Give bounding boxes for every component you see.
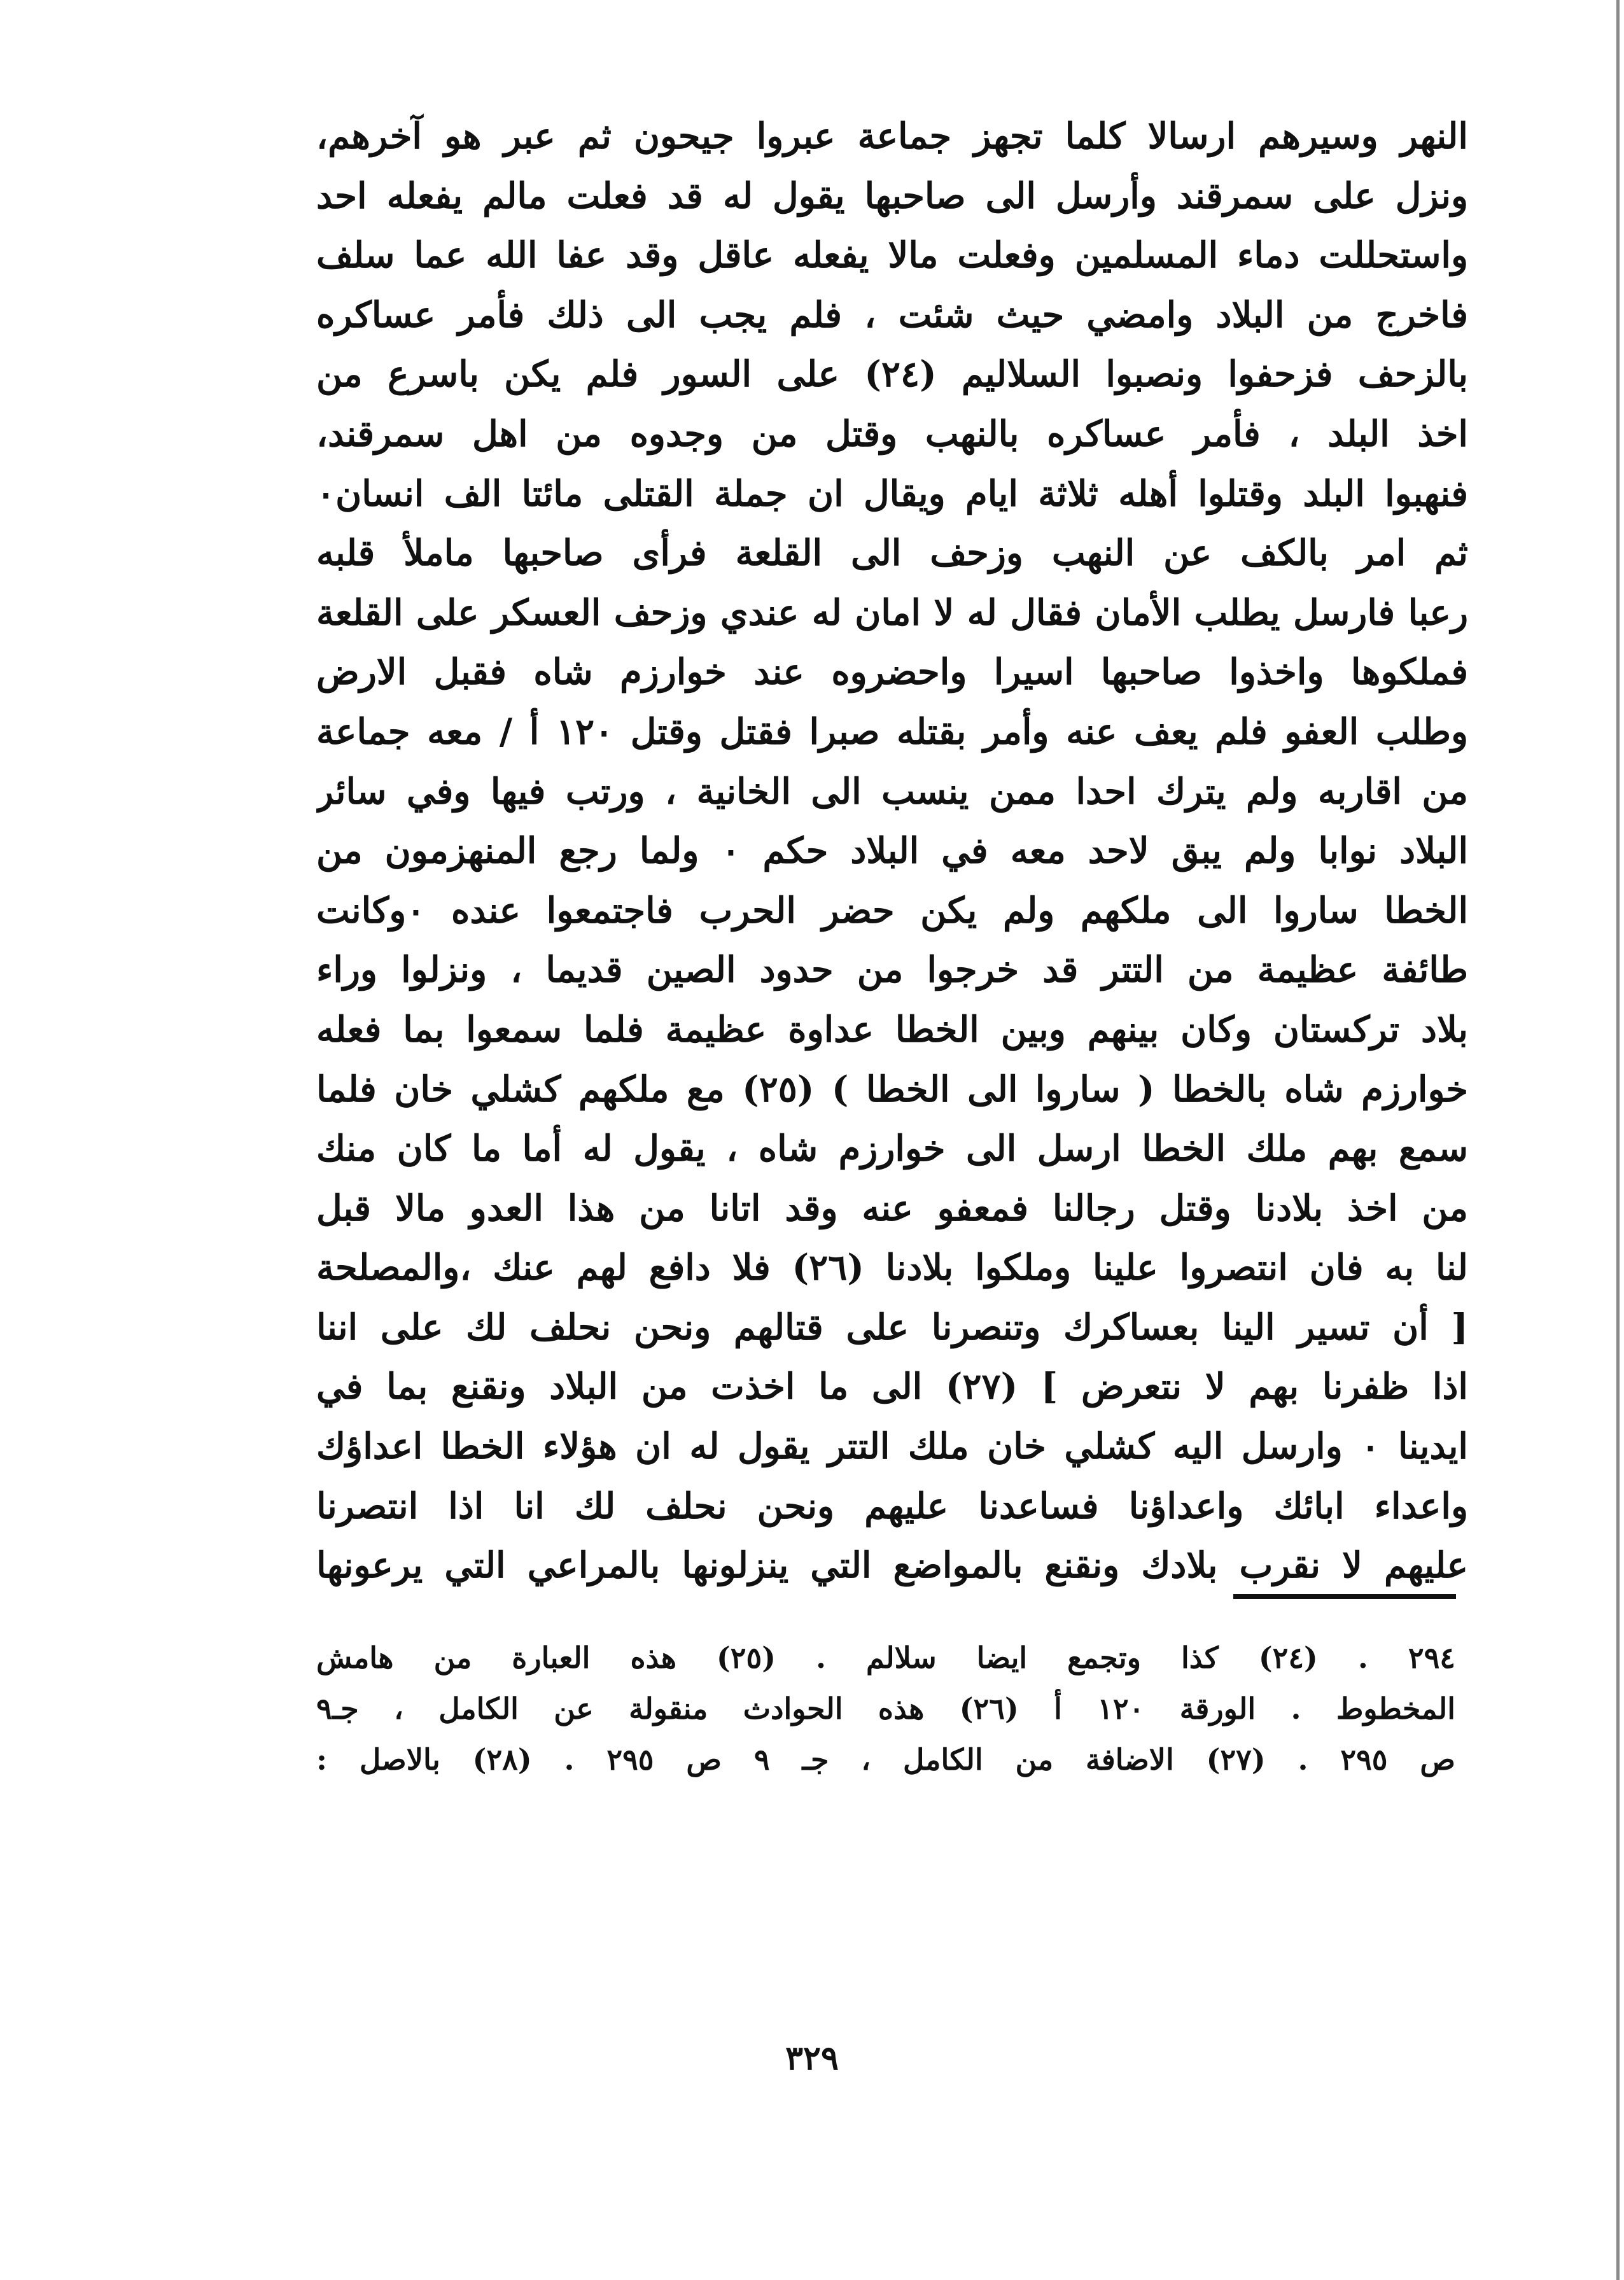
text-line: لنا به فان انتصروا علينا وملكوا بلادنا (٢٦) فلا دافع لهم عنك ،والمصلحة [316, 1247, 1468, 1289]
text-line: ثم امر بالكف عن النهب وزحف الى القلعة فرأى صاحبها ماملأ قلبه [316, 532, 1468, 575]
text-line: الخطا ساروا الى ملكهم ولم يكن حضر الحرب فاجتمعوا عنده ٠وكانت [316, 889, 1468, 932]
text-line: [ أن تسير الينا بعساكرك وتنصرنا على قتالهم ونحن نحلف لك على اننا [316, 1306, 1468, 1348]
text-line: من اقاربه ولم يترك احدا ممن ينسب الى الخانية ، ورتب فيها وفي سائر [316, 770, 1468, 813]
footnote-separator-rule [1233, 1594, 1456, 1599]
text-line: فاخرج من البلاد وامضي حيث شئت ، فلم يجب الى ذلك فأمر عساكره [316, 293, 1468, 336]
text-line: ونزل على سمرقند وأرسل الى صاحبها يقول له قد فعلت مالم يفعله احد [316, 174, 1468, 217]
text-line: ايدينا ٠ وارسل اليه كشلي خان ملك التتر يقول له ان هؤلاء الخطا اعداؤك [316, 1425, 1468, 1468]
text-line: طائفة عظيمة من التتر قد خرجوا من حدود الصين قديما ، ونزلوا وراء [316, 949, 1468, 991]
footnote-line: ٢٩٤ . (٢٤) كذا وتجمع ايضا سلالم . (٢٥) هذه العبارة من هامش [316, 1640, 1455, 1675]
text-line: عليهم لا نقرب بلادك ونقنع بالمواضع التي ينزلونها بالمراعي التي يرعونها [316, 1544, 1468, 1587]
main-text-block [316, 107, 1468, 1596]
text-line: اخذ البلد ، فأمر عساكره بالنهب وقتل من وجدوه من اهل سمرقند، [316, 412, 1468, 455]
text-line: بلاد تركستان وكان بينهم وبين الخطا عداوة عظيمة فلما سمعوا بما فعله [316, 1008, 1468, 1051]
text-line: البلاد نوابا ولم يبق لاحد معه في البلاد حكم ٠ ولما رجع المنهزمون من [316, 830, 1468, 872]
text-line: سمع بهم ملك الخطا ارسل الى خوارزم شاه ، يقول له أما ما كان منك [316, 1128, 1468, 1170]
text-line: رعبا فارسل يطلب الأمان فقال له لا امان له عندي وزحف العسكر على القلعة [316, 591, 1468, 634]
text-line: اذا ظفرنا بهم لا نتعرض ] (٢٧) الى ما اخذت من البلاد ونقنع بما في [316, 1366, 1468, 1408]
text-line: واعداء ابائك واعداؤنا فساعدنا عليهم ونحن نحلف لك انا اذا انتصرنا [316, 1485, 1468, 1527]
footnote-line: المخطوط . الورقة ١٢٠ أ (٢٦) هذه الحوادث منقولة عن الكامل ، جـ٩ [316, 1691, 1455, 1726]
text-line: خوارزم شاه بالخطا ( ساروا الى الخطا ) (٢٥) مع ملكهم كشلي خان فلما [316, 1068, 1468, 1110]
text-line: النهر وسيرهم ارسالا كلما تجهز جماعة عبروا جيحون ثم عبر هو آخرهم، [316, 115, 1468, 157]
text-line: وطلب العفو فلم يعف عنه وأمر بقتله صبرا فقتل وقتل ١٢٠ أ / معه جماعة [316, 710, 1468, 753]
text-line: بالزحف فزحفوا ونصبوا السلاليم (٢٤) على السور فلم يكن باسرع من [316, 353, 1468, 396]
text-line: واستحللت دماء المسلمين وفعلت مالا يفعله عاقل وقد عفا الله عما سلف [316, 234, 1468, 277]
text-line: فملكوها واخذوا صاحبها اسيرا واحضروه عند خوارزم شاه فقبل الارض [316, 651, 1468, 694]
text-line: من اخذ بلادنا وقتل رجالنا فمعفو عنه وقد اتانا من هذا العدو مالا قبل [316, 1187, 1468, 1229]
scan-edge-border [1616, 0, 1620, 2280]
text-line: فنهبوا البلد وقتلوا أهله ثلاثة ايام ويقال ان جملة القتلى مائتا الف انسان٠ [316, 472, 1468, 515]
page-number: ٣٢٩ [785, 2039, 839, 2078]
footnote-line: ص ٢٩٥ . (٢٧) الاضافة من الكامل ، جـ ٩ ص ٢٩٥ . (٢٨) بالاصل : [316, 1742, 1455, 1777]
footnotes-block [316, 1632, 1455, 1785]
